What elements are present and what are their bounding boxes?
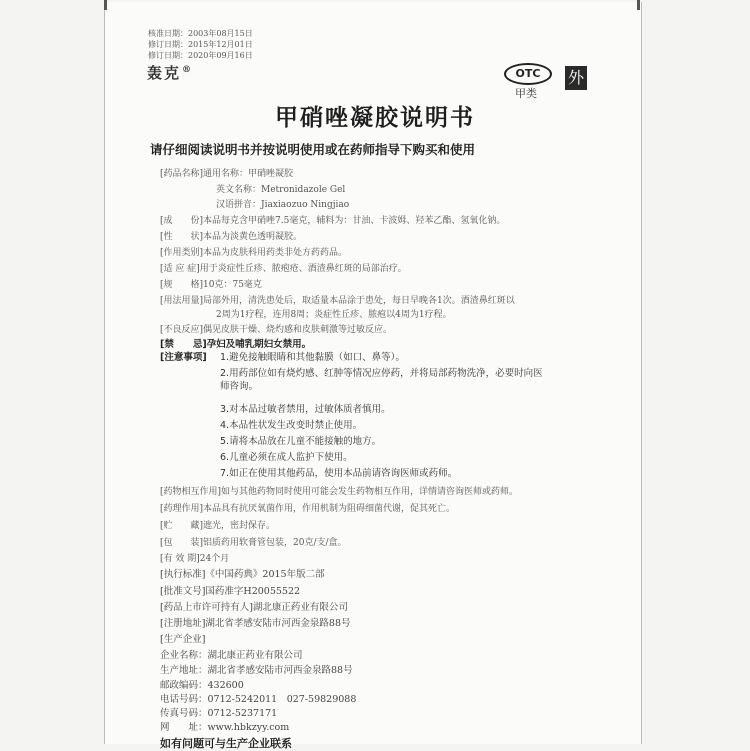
precaution-3: 3.对本品过敏者禁用，过敏体质者慎用。	[220, 404, 391, 415]
otc-label: OTC	[504, 63, 552, 85]
website: 网 址：www.hbkzyy.com	[160, 722, 290, 733]
manufacturer-label: [生产企业]	[160, 634, 206, 645]
ingredients: [成 份]本品每克含甲硝唑7.5毫克，辅料为：甘油、卡波姆、羟苯乙酯、氢氧化钠。	[160, 216, 506, 226]
generic-name: 通用名称：甲硝唑凝胶	[203, 169, 294, 179]
pharmacology: [药理作用]本品具有抗厌氧菌作用，作用机制为阻碍细菌代谢，促其死亡。	[160, 504, 456, 514]
otc-mark	[504, 63, 548, 101]
contraindications: [禁 忌]孕妇及哺乳期妇女禁用。	[160, 339, 312, 350]
precaution-6: 6.儿童必须在成人监护下使用。	[220, 452, 353, 463]
drug-name-row	[160, 168, 293, 180]
drug-name-label: [药品名称]	[160, 169, 204, 179]
crop-mark	[104, 0, 107, 10]
standard: [执行标准]《中国药典》2015年版二部	[160, 569, 325, 580]
precaution-7: 7.如正在使用其他药品，使用本品前请咨询医师或药师。	[220, 468, 458, 479]
pinyin-name: 汉语拼音：Jiaxiaozuo Ningjiao	[216, 200, 350, 210]
adverse-reactions: [不良反应]偶见皮肤干燥、烧灼感和皮肤刺激等过敏反应。	[160, 325, 393, 335]
contact-footer: 如有问题可与生产企业联系	[160, 737, 292, 750]
registered-mark: ®	[182, 65, 192, 75]
license-holder: [药品上市许可持有人]湖北康正药业有限公司	[160, 602, 348, 613]
validity: [有 效 期]24个月	[160, 554, 230, 564]
fax: 传真号码：0712-5237171	[160, 708, 278, 719]
drug-interactions: [药物相互作用]如与其他药物同时使用可能会发生药物相互作用，详情请咨询医师或药师。	[160, 487, 519, 497]
category: [作用类别]本品为皮肤科用药类非处方药药品。	[160, 248, 348, 258]
precaution-2b: 师咨询。	[220, 381, 259, 392]
english-name: 英文名称：Metronidazole Gel	[216, 185, 346, 195]
appearance: [性 状]本品为淡黄色透明凝胶。	[160, 232, 303, 242]
storage: [贮 藏]遮光，密封保存。	[160, 521, 276, 531]
precaution-5: 5.请将本品放在儿童不能接触的地方。	[220, 436, 382, 447]
package: [包 装]铝质药用软膏管包装，20克/支/盒。	[160, 538, 347, 548]
revise-date-1: 修订日期：2015年12月01日	[148, 40, 253, 49]
document-title: 甲硝唑凝胶说明书	[275, 105, 475, 131]
production-address: 生产地址：湖北省孝感安陆市河西金泉路88号	[160, 665, 353, 676]
precaution-2a: 2.用药部位如有烧灼感、红肿等情况应停药，并将局部药物洗净，必要时向医	[220, 368, 543, 379]
precaution-1: 1.避免接触眼睛和其他黏膜（如口、鼻等）。	[220, 352, 405, 363]
precautions-label: [注意事项]	[160, 352, 207, 363]
precaution-4: 4.本品性状发生改变时禁止使用。	[220, 420, 363, 431]
usage-line-2: 2周为1疗程，连用8周；炎症性丘疹、脓疱以4周为1疗程。	[216, 310, 452, 320]
brand-name: 轰克	[147, 64, 182, 82]
usage-line-1: [用法用量]局部外用，清洗患处后，取适量本品涂于患处，每日早晚各1次。酒渣鼻红斑以	[160, 296, 515, 306]
specification: [规 格]10克：75毫克	[160, 280, 262, 290]
indications: [适 应 症]用于炎症性丘疹、脓疱疮、酒渣鼻红斑的局部治疗。	[160, 264, 407, 274]
postcode: 邮政编码：432600	[160, 680, 244, 691]
phone: 电话号码：0712-5242011 027-59829088	[160, 694, 357, 705]
revision-dates	[148, 28, 253, 61]
external-use-badge: 外	[565, 66, 587, 90]
registered-address: [注册地址]湖北省孝感安陆市河西金泉路88号	[160, 618, 351, 629]
revise-date-2: 修订日期：2020年09月16日	[148, 51, 253, 60]
usage-warning: 请仔细阅读说明书并按说明使用或在药师指导下购买和使用	[150, 142, 476, 157]
brand-logo	[147, 62, 191, 83]
approval-number: [批准文号]国药准字H20055522	[160, 586, 301, 597]
company-name: 企业名称：湖北康正药业有限公司	[160, 650, 303, 661]
approve-date: 核准日期：2003年08月15日	[148, 29, 253, 38]
crop-mark	[637, 0, 640, 10]
otc-class: 甲类	[515, 87, 537, 100]
